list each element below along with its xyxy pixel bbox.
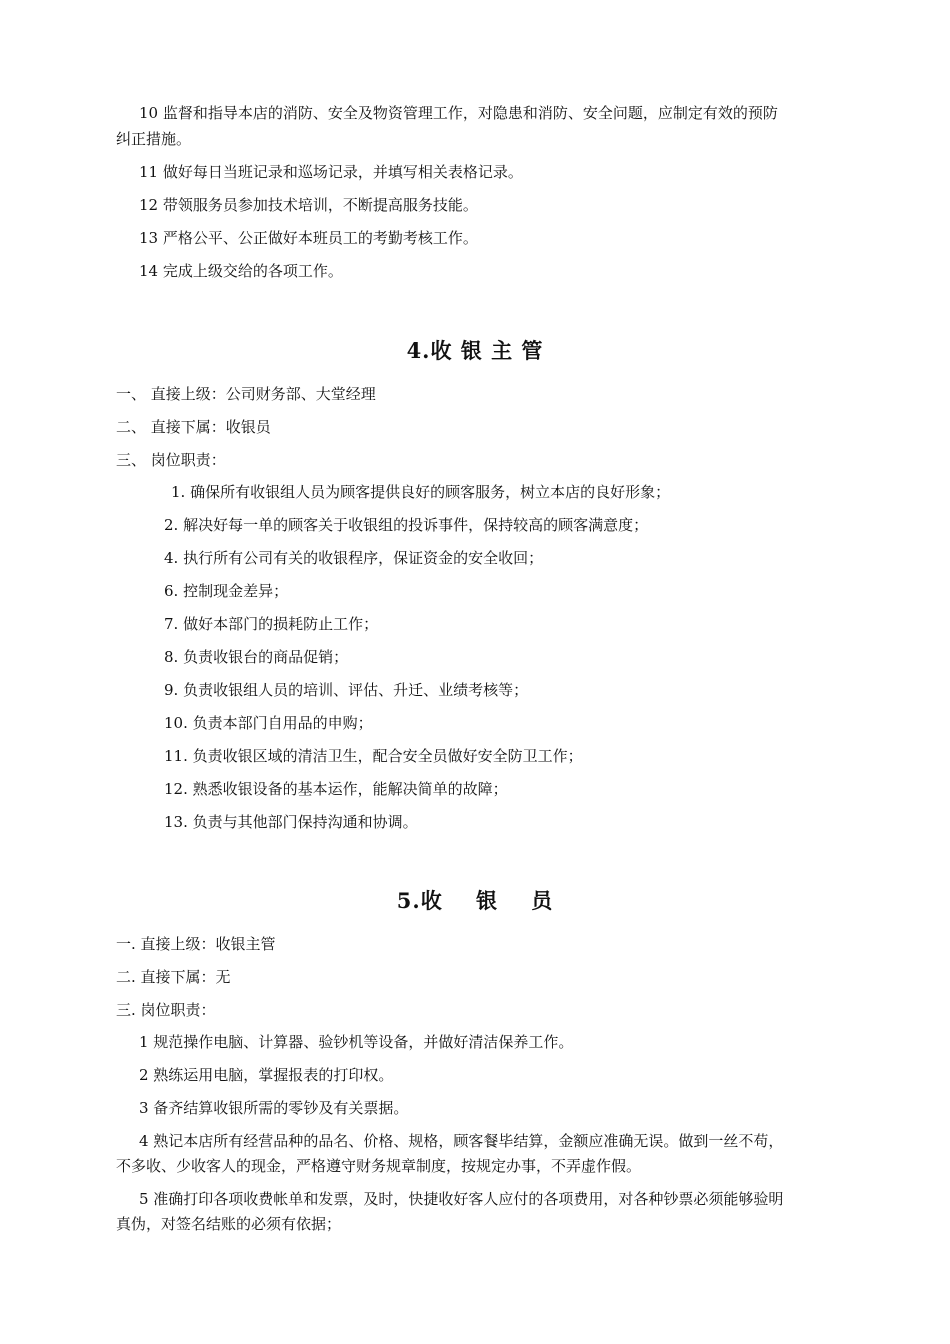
- duty-item: 6. 控制现金差异；: [164, 582, 289, 600]
- duty-item: 真伪，对签名结账的必须有依据；: [116, 1215, 342, 1233]
- duty-item: 13. 负责与其他部门保持沟通和协调。: [164, 813, 418, 831]
- duty-item: 2. 解决好每一单的顾客关于收银组的投诉事件，保持较高的顾客满意度；: [164, 516, 649, 534]
- duty-item: 10. 负责本部门自用品的申购；: [164, 714, 373, 732]
- duty-line: 13 严格公平、公正做好本班员工的考勤考核工作。: [139, 229, 478, 247]
- duty-item: 9. 负责收银组人员的培训、评估、升迁、业绩考核等；: [164, 681, 529, 699]
- direct-superior: 一、 直接上级：公司财务部、大堂经理: [116, 385, 376, 403]
- duties-label: 三、 岗位职责：: [116, 451, 226, 469]
- duty-line: 纠正措施。: [116, 130, 192, 148]
- direct-superior: 一. 直接上级：收银主管: [116, 935, 276, 953]
- duty-item: 8. 负责收银台的商品促销；: [164, 648, 349, 666]
- duty-item: 3 备齐结算收银所需的零钞及有关票据。: [139, 1099, 409, 1117]
- direct-subordinate: 二. 直接下属：无: [116, 968, 231, 986]
- section-title-cashier-supervisor: 4.收 银 主 管: [406, 338, 544, 363]
- duty-item: 不多收、少收客人的现金，严格遵守财务规章制度，按规定办事，不弄虚作假。: [116, 1157, 642, 1175]
- section-title-cashier: 5.收 银 员: [396, 888, 554, 913]
- duty-line: 12 带领服务员参加技术培训，不断提高服务技能。: [139, 196, 478, 214]
- duty-item: 5 准确打印各项收费帐单和发票，及时，快捷收好客人应付的各项费用，对各种钞票必须能够验明: [139, 1190, 784, 1208]
- direct-subordinate: 二、 直接下属：收银员: [116, 418, 271, 436]
- duty-item: 4 熟记本店所有经营品种的品名、价格、规格，顾客餐毕结算，金额应准确无误。做到一丝不苟，: [139, 1132, 784, 1150]
- duty-item: 12. 熟悉收银设备的基本运作，能解决简单的故障；: [164, 780, 508, 798]
- duty-item: 2 熟练运用电脑，掌握报表的打印权。: [139, 1066, 394, 1084]
- duty-item: 11. 负责收银区域的清洁卫生，配合安全员做好安全防卫工作；: [164, 747, 583, 765]
- duty-line: 11 做好每日当班记录和巡场记录，并填写相关表格记录。: [139, 163, 523, 181]
- duty-item: 1 规范操作电脑、计算器、验钞机等设备，并做好清洁保养工作。: [139, 1033, 574, 1051]
- duty-line: 14 完成上级交给的各项工作。: [139, 262, 343, 280]
- duty-item: 4. 执行所有公司有关的收银程序，保证资金的安全收回；: [164, 549, 544, 567]
- duty-line: 10 监督和指导本店的消防、安全及物资管理工作，对隐患和消防、安全问题，应制定有效的预防: [139, 104, 778, 122]
- duty-item: 1. 确保所有收银组人员为顾客提供良好的顾客服务，树立本店的良好形象；: [171, 483, 671, 501]
- duties-label: 三. 岗位职责：: [116, 1001, 216, 1019]
- duty-item: 7. 做好本部门的损耗防止工作；: [164, 615, 379, 633]
